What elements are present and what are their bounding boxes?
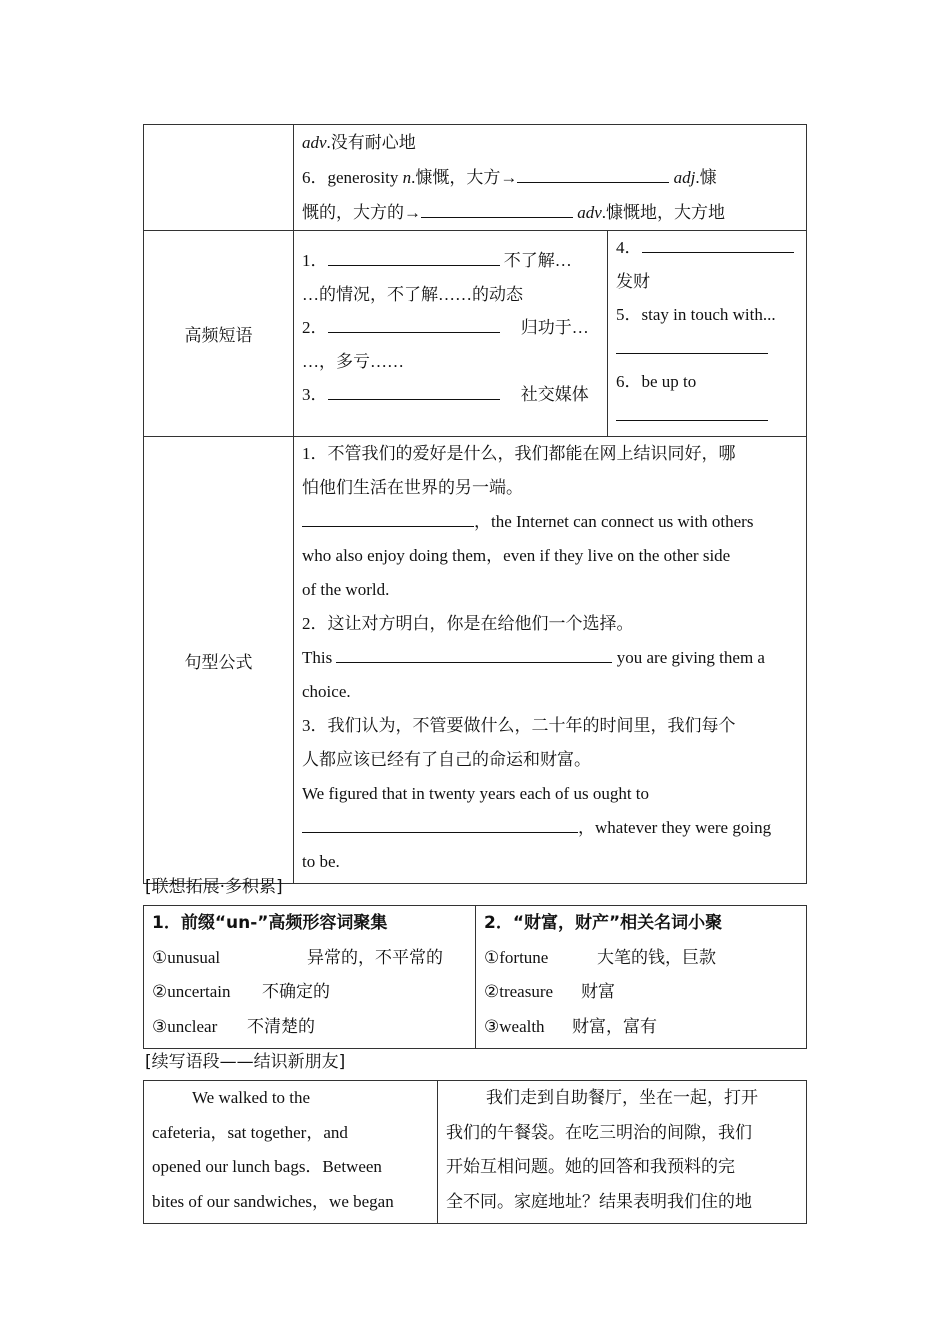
sentence1-en-c: of the world. [302,580,390,599]
phrases-right-cell [608,231,807,437]
vocab-item6-line2: 慨的，大方的→ [302,203,421,222]
right-item-cn: 大笔的钱，巨款 [597,947,716,967]
phrase3-meaning: 社交媒体 [520,385,589,404]
continuation-cn-line: 我们走到自助餐厅，坐在一起，打开 [486,1088,758,1107]
vocab-item6-word: generosity [327,168,399,187]
sentence1-blank[interactable] [302,508,474,527]
association-right-cell [476,906,807,1049]
continuation-cn-cell [438,1081,807,1224]
vocab-label-cell [144,125,294,231]
vocab-item6-adv-pos: adv [577,203,602,222]
phrase2-num: 2． [302,318,328,337]
phrase3-blank[interactable] [328,381,500,400]
sentence3-en-b: ，whatever they were going [578,818,772,837]
phrase4-num: 4． [616,238,642,257]
sentence3-en-c: to be. [302,852,340,871]
phrase1-num: 1． [302,251,328,270]
phrase2-line2: …，多亏…… [302,351,404,371]
sentences-content-cell [294,437,807,884]
association-left-item [152,975,467,1010]
vocab-line1-pos: adv [302,133,327,152]
sentence2-en-post: you are giving them a [616,648,765,667]
sentence1-cn-b: 怕他们生活在世界的另一端。 [302,478,523,497]
phrase1-blank[interactable] [328,247,500,266]
continuation-en-line: cafeteria，sat together，and [152,1122,348,1142]
phrases-left-cell [294,231,608,437]
sentence3-cn-b: 人都应该已经有了自己的命运和财富。 [302,750,591,769]
phrase2-meaning: 归功于… [520,318,589,337]
phrase4-blank[interactable] [642,234,794,253]
vocab-item6-adj-meaning: .慷 [695,168,717,187]
continuation-en-line: We walked to the [192,1088,311,1107]
sentence3-blank[interactable] [302,814,578,833]
sentence2-en-pre: This [302,648,333,667]
vocab-row [144,125,807,231]
association-left-item [152,941,467,976]
left-item-en: ①unusual [152,947,221,967]
phrase1-line2: …的情况，不了解……的动态 [302,284,523,304]
sentence1-en-b: who also enjoy doing them，even if they live on the other side [302,546,731,565]
left-item-cn: 不确定的 [262,982,330,1001]
right-item-en: ②treasure [484,982,554,1001]
phrase2-blank[interactable] [328,314,500,333]
sentence1-en-a: ，the Internet can connect us with others [474,512,754,531]
continuation-cn-line: 全不同。家庭地址？结果表明我们住的地 [446,1191,752,1211]
phrase5-text: 5．stay in touch with... [616,305,776,324]
sentence2-blank[interactable] [336,644,612,663]
sentences-label: 句型公式 [144,437,294,884]
association-left-item [152,1010,467,1045]
right-item-cn: 财富 [581,982,615,1001]
right-item-en: ①fortune [484,947,549,967]
right-item-cn: 财富，富有 [572,1016,657,1036]
phrases-row [144,231,807,437]
vocab-item6-meaning: .慷慨，大方→ [411,168,518,187]
left-item-cn: 异常的，不平常的 [307,947,443,967]
left-item-en: ③unclear [152,1016,218,1036]
vocab-item6-adj-blank[interactable] [517,164,669,183]
left-item-cn: 不清楚的 [247,1016,315,1036]
vocab-item6-adj-pos: adj [673,168,696,187]
section3-heading: [续写语段——结识新朋友] [145,1052,346,1072]
continuation-table [143,1080,807,1224]
vocab-item6-pos: n [402,168,412,187]
vocab-content-cell [294,125,807,231]
right-item-en: ③wealth [484,1016,545,1036]
vocab-item6-adv-blank[interactable] [421,199,573,218]
phrase3-num: 3． [302,385,328,404]
vocab-item6-num: 6． [302,168,328,187]
vocab-line1-meaning: .没有耐心地 [326,133,416,152]
vocab-table [143,124,807,884]
phrase6-text: 6．be up to [616,372,697,391]
continuation-en-cell [144,1081,438,1224]
association-left-title: 1．前缀“un-”高频形容词聚集 [152,913,388,933]
vocab-item6-adv-meaning: .慷慨地，大方地 [601,203,726,222]
association-table [143,905,807,1049]
sentence2-en-b: choice. [302,682,351,701]
association-right-item [484,941,798,976]
phrase5-blank[interactable] [616,335,768,354]
phrase6-blank[interactable] [616,402,768,421]
sentences-row [144,437,807,884]
continuation-cn-line: 开始互相问题。她的回答和我预料的完 [446,1157,735,1176]
association-right-title: 2．“财富，财产”相关名词小聚 [484,913,723,933]
phrase1-meaning: 不了解… [503,251,572,270]
sentence3-cn-a: 3．我们认为，不管要做什么，二十年的时间里，我们每个 [302,716,736,735]
left-item-en: ②uncertain [152,982,231,1001]
sentence3-en-a: We figured that in twenty years each of us ought to [302,784,650,803]
continuation-cn-line: 我们的午餐袋。在吃三明治的间隙，我们 [446,1122,752,1142]
phrases-label: 高频短语 [144,231,294,437]
phrase4-meaning: 发财 [616,271,650,291]
sentence1-cn-a: 1．不管我们的爱好是什么，我们都能在网上结识同好，哪 [302,444,736,463]
sentence2-cn: 2．这让对方明白，你是在给他们一个选择。 [302,614,634,633]
association-right-item [484,975,798,1010]
association-left-cell [144,906,476,1049]
association-right-item [484,1010,798,1045]
section2-heading: [联想拓展·多积累] [145,877,283,897]
continuation-en-line: bites of our sandwiches，we began [152,1191,394,1211]
continuation-en-line: opened our lunch bags．Between [152,1157,382,1176]
